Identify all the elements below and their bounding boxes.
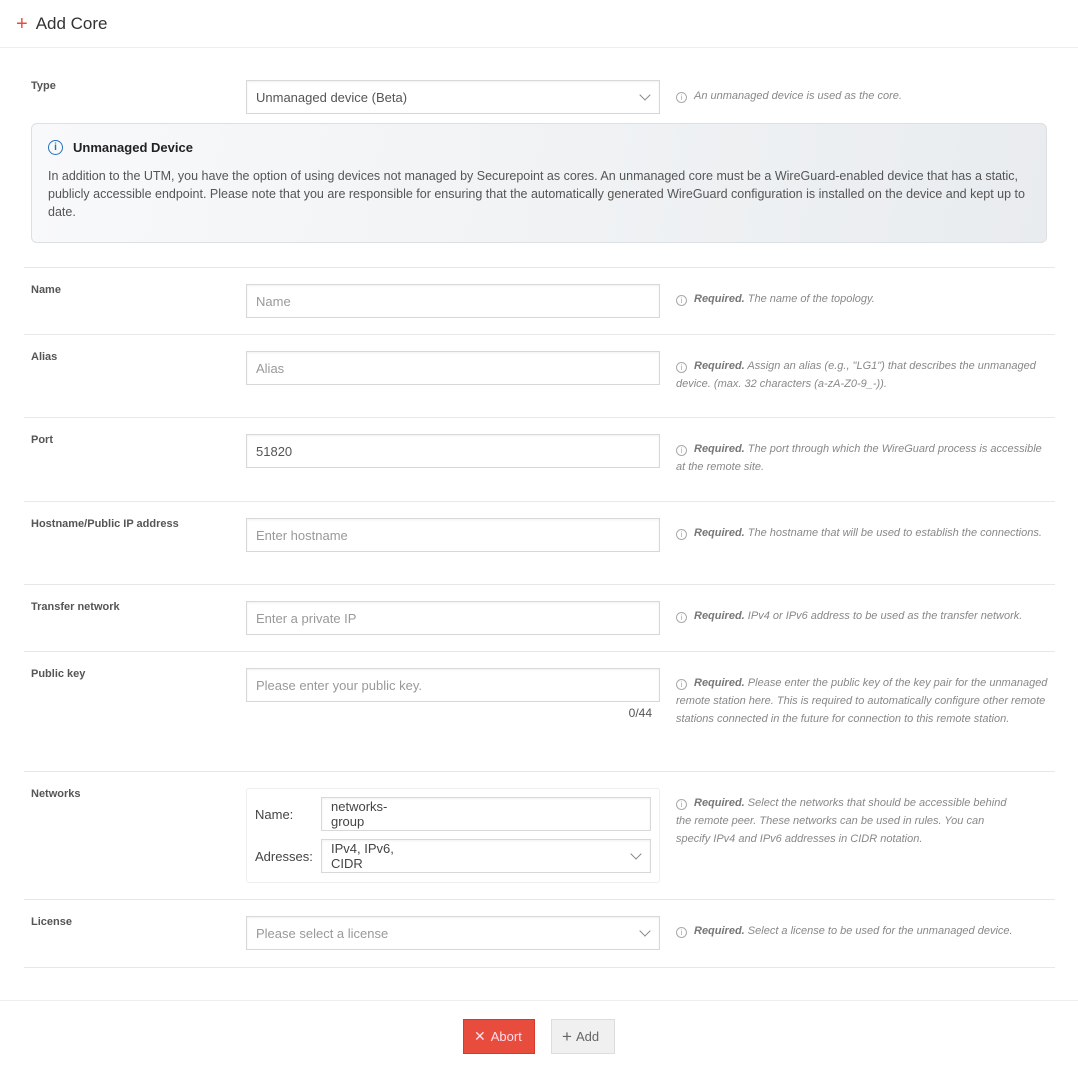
license-placeholder: Please select a license	[256, 925, 389, 941]
type-value: Unmanaged device (Beta)	[256, 89, 408, 105]
networks-addr-label: Adresses:	[255, 848, 313, 864]
required-label: Required.	[694, 797, 745, 809]
unmanaged-device-info	[31, 123, 1047, 243]
char-counter: 0/44	[628, 706, 652, 720]
required-label: Required.	[694, 610, 745, 622]
transfer-network-input[interactable]	[246, 601, 660, 635]
networks-name-value: networks-group	[331, 799, 388, 829]
info-icon: i	[676, 295, 687, 306]
abort-label: Abort	[490, 1029, 522, 1044]
info-icon: i	[676, 612, 687, 623]
port-help: The port through which the WireGuard process is accessible at the remote site.	[676, 443, 1042, 473]
networks-group-box	[246, 788, 660, 883]
alias-placeholder: Alias	[256, 360, 285, 376]
type-select[interactable]	[246, 80, 660, 114]
chevron-down-icon	[630, 848, 641, 859]
info-title: Unmanaged Device	[73, 140, 193, 155]
license-help: Select a license to be used for the unmanaged device.	[747, 925, 1013, 937]
license-row	[24, 900, 1055, 968]
port-label: Port	[31, 434, 53, 446]
hostname-input[interactable]	[246, 518, 660, 552]
abort-button[interactable]	[463, 1019, 535, 1054]
plus-icon: +	[562, 1026, 572, 1046]
pubkey-label: Public key	[31, 668, 86, 680]
required-label: Required.	[694, 527, 745, 539]
pubkey-help: Please enter the public key of the key pair for the unmanaged remote station here. This is required to automatically configure other remote stations connected in the future for connection to this remote station.	[676, 677, 1048, 725]
close-icon: ✕	[474, 1028, 486, 1044]
type-label: Type	[31, 80, 56, 92]
license-label: License	[31, 916, 72, 928]
footer	[0, 1000, 1078, 1070]
public-key-input[interactable]	[246, 668, 660, 702]
hostname-row	[24, 502, 1055, 585]
license-select[interactable]	[246, 916, 660, 950]
name-input[interactable]	[246, 284, 660, 318]
required-label: Required.	[694, 925, 745, 937]
networks-label: Networks	[31, 788, 81, 800]
port-input[interactable]	[246, 434, 660, 468]
required-label: Required.	[694, 677, 745, 689]
name-label: Name	[31, 284, 61, 296]
plus-icon: +	[16, 12, 28, 35]
required-label: Required.	[694, 443, 745, 455]
networks-row	[24, 772, 1055, 900]
info-icon: i	[676, 799, 687, 810]
info-icon: i	[676, 927, 687, 938]
transfer-placeholder: Enter a private IP	[256, 610, 357, 626]
transfer-label: Transfer network	[31, 601, 120, 613]
hostname-help: The hostname that will be used to establish the connections.	[747, 527, 1042, 539]
info-icon: i	[676, 445, 687, 456]
info-icon: i	[676, 92, 687, 103]
networks-addresses-select[interactable]	[321, 839, 651, 873]
chevron-down-icon	[639, 89, 650, 100]
required-label: Required.	[694, 360, 745, 372]
port-row	[24, 418, 1055, 502]
networks-name-input[interactable]	[321, 797, 651, 831]
add-label: Add	[575, 1029, 600, 1044]
hostname-placeholder: Enter hostname	[256, 527, 348, 543]
page-title: Add Core	[35, 13, 108, 33]
hostname-label: Hostname/Public IP address	[31, 518, 179, 530]
page-header	[0, 0, 1078, 48]
networks-help: Select the networks that should be accessible behind the remote peer. These networks can be used in rules. You can specify IPv4 and IPv6 addresses in CIDR notation.	[676, 797, 1007, 845]
addresses-placeholder: IPv4, IPv6, CIDR	[331, 841, 394, 871]
add-button[interactable]	[551, 1019, 615, 1054]
info-icon: i	[48, 140, 63, 155]
name-help: The name of the topology.	[747, 293, 875, 305]
chevron-down-icon	[639, 925, 650, 936]
alias-help: Assign an alias (e.g., "LG1") that describes the unmanaged device. (max. 32 characters (a-zA-Z0-9_-)).	[676, 360, 1036, 390]
alias-label: Alias	[31, 351, 58, 363]
info-text: In addition to the UTM, you have the option of using devices not managed by Securepoint as cores. An unmanaged core must be a WireGuard-enabled device that has a static, publicly accessible endpoint. Please note that you are responsible for ensuring that the automatically generated WireGuard configuration is installed on the device and kept up to date.	[48, 169, 1025, 219]
alias-row	[24, 335, 1055, 418]
port-value: 51820	[256, 443, 293, 459]
required-label: Required.	[694, 293, 745, 305]
type-help: An unmanaged device is used as the core.	[694, 90, 902, 102]
transfer-network-row	[24, 585, 1055, 652]
networks-name-label: Name:	[255, 806, 294, 822]
name-placeholder: Name	[256, 293, 291, 309]
info-icon: i	[676, 362, 687, 373]
alias-input[interactable]	[246, 351, 660, 385]
info-icon: i	[676, 679, 687, 690]
name-row	[24, 268, 1055, 335]
info-icon: i	[676, 529, 687, 540]
public-key-row	[24, 652, 1055, 772]
transfer-help: IPv4 or IPv6 address to be used as the transfer network.	[747, 610, 1023, 622]
pubkey-placeholder: Please enter your public key.	[256, 677, 422, 693]
